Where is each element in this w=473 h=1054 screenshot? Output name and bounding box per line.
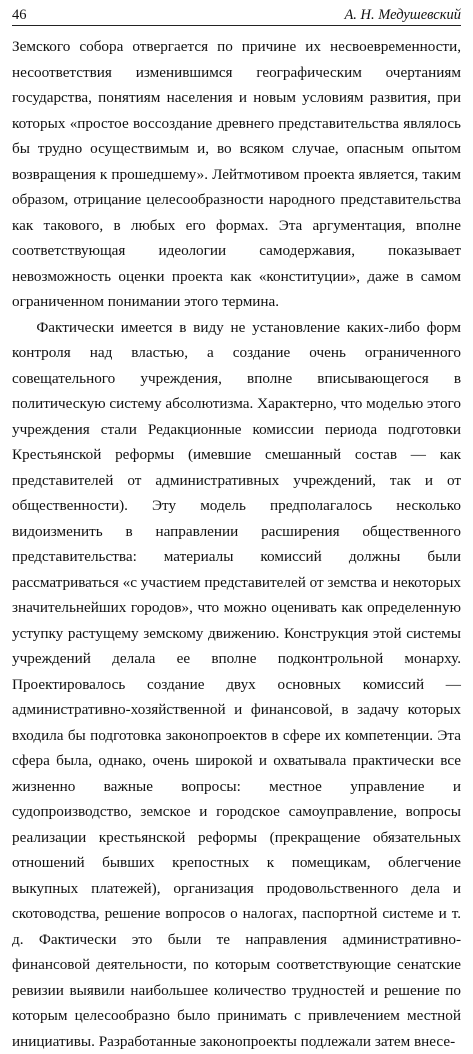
running-title: А. Н. Медушевский <box>344 7 461 24</box>
paragraph: Земского собора отвергается по причине их несвоевременности, несоответствия изменившимся географическим очертаниям государства, понятиям населения и новым условиям развития, при которых «простое воссоздание древнего представительства являлось бы трудно осуществимым и, во всяком случае, опасным опытом возвращения к прошедшему». Лейтмотивом проекта является, таким образом, отрицание целесообразности народного представительства как такового, в любых его формах. Эта аргументация, вполне соответствующая идеологии самодержавия, показывает невозможность оценки проекта как «конституции», даже в самом ограниченном понимании этого термина. <box>12 34 461 315</box>
paragraph: Фактически имеется в виду не установление каких-либо форм контроля над властью, а создание очень ограниченного совещательного учреждения, вполне вписывающегося в политическую систему абсолютизма. Характерно, что моделью этого учреждения стали Редакционные комиссии периода подготовки Крестьянской реформы (имевшие смешанный состав — как представителей от административных учреждений, так и от общественности). Эту модель предполагалось несколько видоизменить в направлении расширения общественного представительства: материалы комиссий должны были рассматриваться «с участием представителей от земства и некоторых значительнейших городов», что можно оценивать как определенную уступку растущему земскому движению. Конструкция этой системы учреждений делала ее вполне подконтрольной монарху. Проектировалось создание двух основных комиссий — административно-хозяйственной и финансовой, в задачу которых входила бы подготовка законопроектов в сфере их компетенции. Эта сфера была, однако, очень широкой и охватывала практически все жизненно важные вопросы: местное управление и судопроизводство, земское и городское самоуправление, вопросы реализации крестьянской реформы (прекращение обязательных отношений бывших крепостных к помещикам, облегчение выкупных платежей), организация продовольственного дела и скотоводства, решение вопросов о налогах, паспортной системе и т. д. Фактически это были те направления административно-финансовой деятельности, по которым соответствующие сенатские ревизии выявили наибольшее количество трудностей и решение по которым целесообразно было принимать с привлечением местной инициативы. Разработанные законопроекты подлежали затем внесе- <box>12 315 461 1054</box>
running-header <box>12 2 461 26</box>
body-text <box>12 34 461 1054</box>
page-number: 46 <box>12 7 27 24</box>
